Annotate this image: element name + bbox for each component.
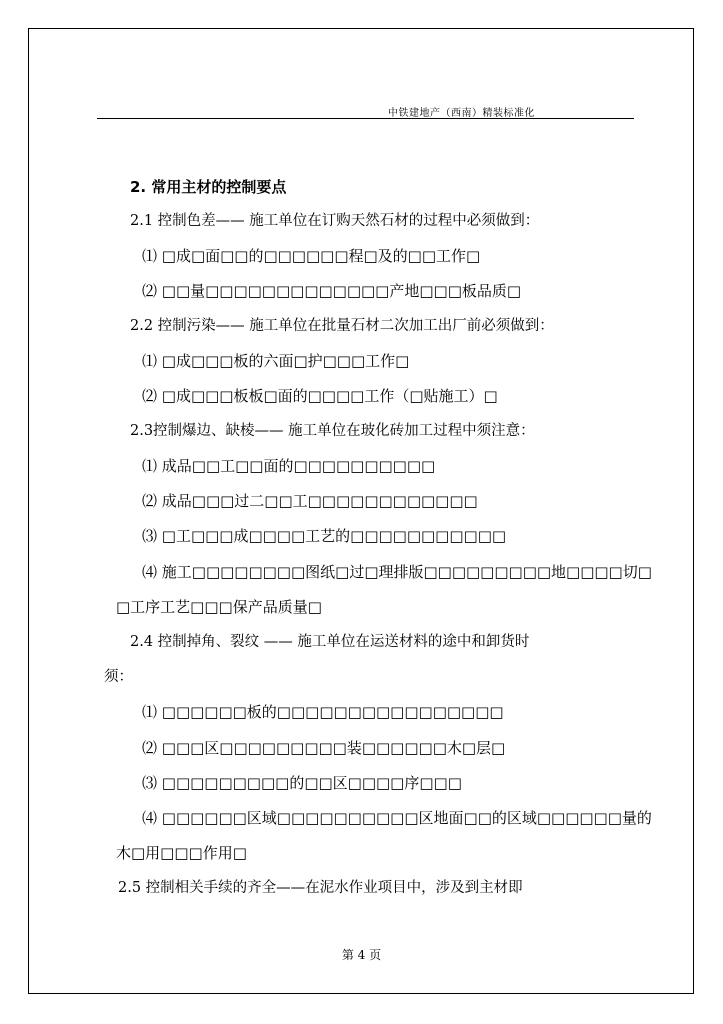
list-item: ⑶ □□□□□□□□□的□□区□□□□序□□□ xyxy=(142,774,462,792)
list-item: ⑷ □□□□□□区域□□□□□□□□□□区地面□□的区域□□□□□□量的 xyxy=(142,809,652,827)
section-heading: 2. 常用主材的控制要点 xyxy=(130,178,287,196)
subsection-2-4-continuation: 须： xyxy=(104,669,133,685)
list-item: ⑷ 施工□□□□□□□□图纸□过□理排版□□□□□□□□□地□□□□切□ xyxy=(142,563,652,581)
list-item: ⑴ 成品□□工□□面的□□□□□□□□□□ xyxy=(142,457,436,475)
list-item: ⑵ □成□□□板板□面的□□□□工作（□贴施工）□ xyxy=(142,387,498,405)
page-number: 第 4 页 xyxy=(341,948,382,962)
subsection-2-4: 2.4 控制掉角、裂纹 —— 施工单位在运送材料的途中和卸货时 xyxy=(130,634,530,650)
list-item-continuation: □工序工艺□□□保产品质量□ xyxy=(116,598,322,616)
list-item-continuation: 木□用□□□作用□ xyxy=(116,844,247,862)
list-item: ⑵ 成品□□□过二□□工□□□□□□□□□□□□ xyxy=(142,492,478,510)
list-item: ⑴ □成□□□板的六面□护□□□工作□ xyxy=(142,352,410,370)
list-item: ⑴ □成□面□□的□□□□□□程□及的□□工作□ xyxy=(142,247,481,265)
list-item: ⑴ □□□□□□板的□□□□□□□□□□□□□□□□ xyxy=(142,703,504,721)
subsection-2-3: 2.3控制爆边、缺棱—— 施工单位在玻化砖加工过程中须注意： xyxy=(130,423,535,439)
list-item: ⑵ □□量□□□□□□□□□□□□□产地□□□板品质□ xyxy=(142,282,522,300)
header-rule xyxy=(97,118,634,119)
subsection-2-2: 2.2 控制污染—— 施工单位在批量石材二次加工出厂前必须做到： xyxy=(130,318,554,334)
running-header: 中铁建地产（西南）精装标准化 xyxy=(388,108,535,119)
subsection-2-1: 2.1 控制色差—— 施工单位在订购天然石材的过程中必须做到： xyxy=(130,213,540,229)
list-item: ⑵ □□□区□□□□□□□□□装□□□□□□木□层□ xyxy=(142,739,506,757)
list-item: ⑶ □工□□□成□□□□工艺的□□□□□□□□□□□ xyxy=(142,527,507,545)
subsection-2-5: 2.5 控制相关手续的齐全——在泥水作业项目中，涉及到主材即 xyxy=(118,880,523,896)
